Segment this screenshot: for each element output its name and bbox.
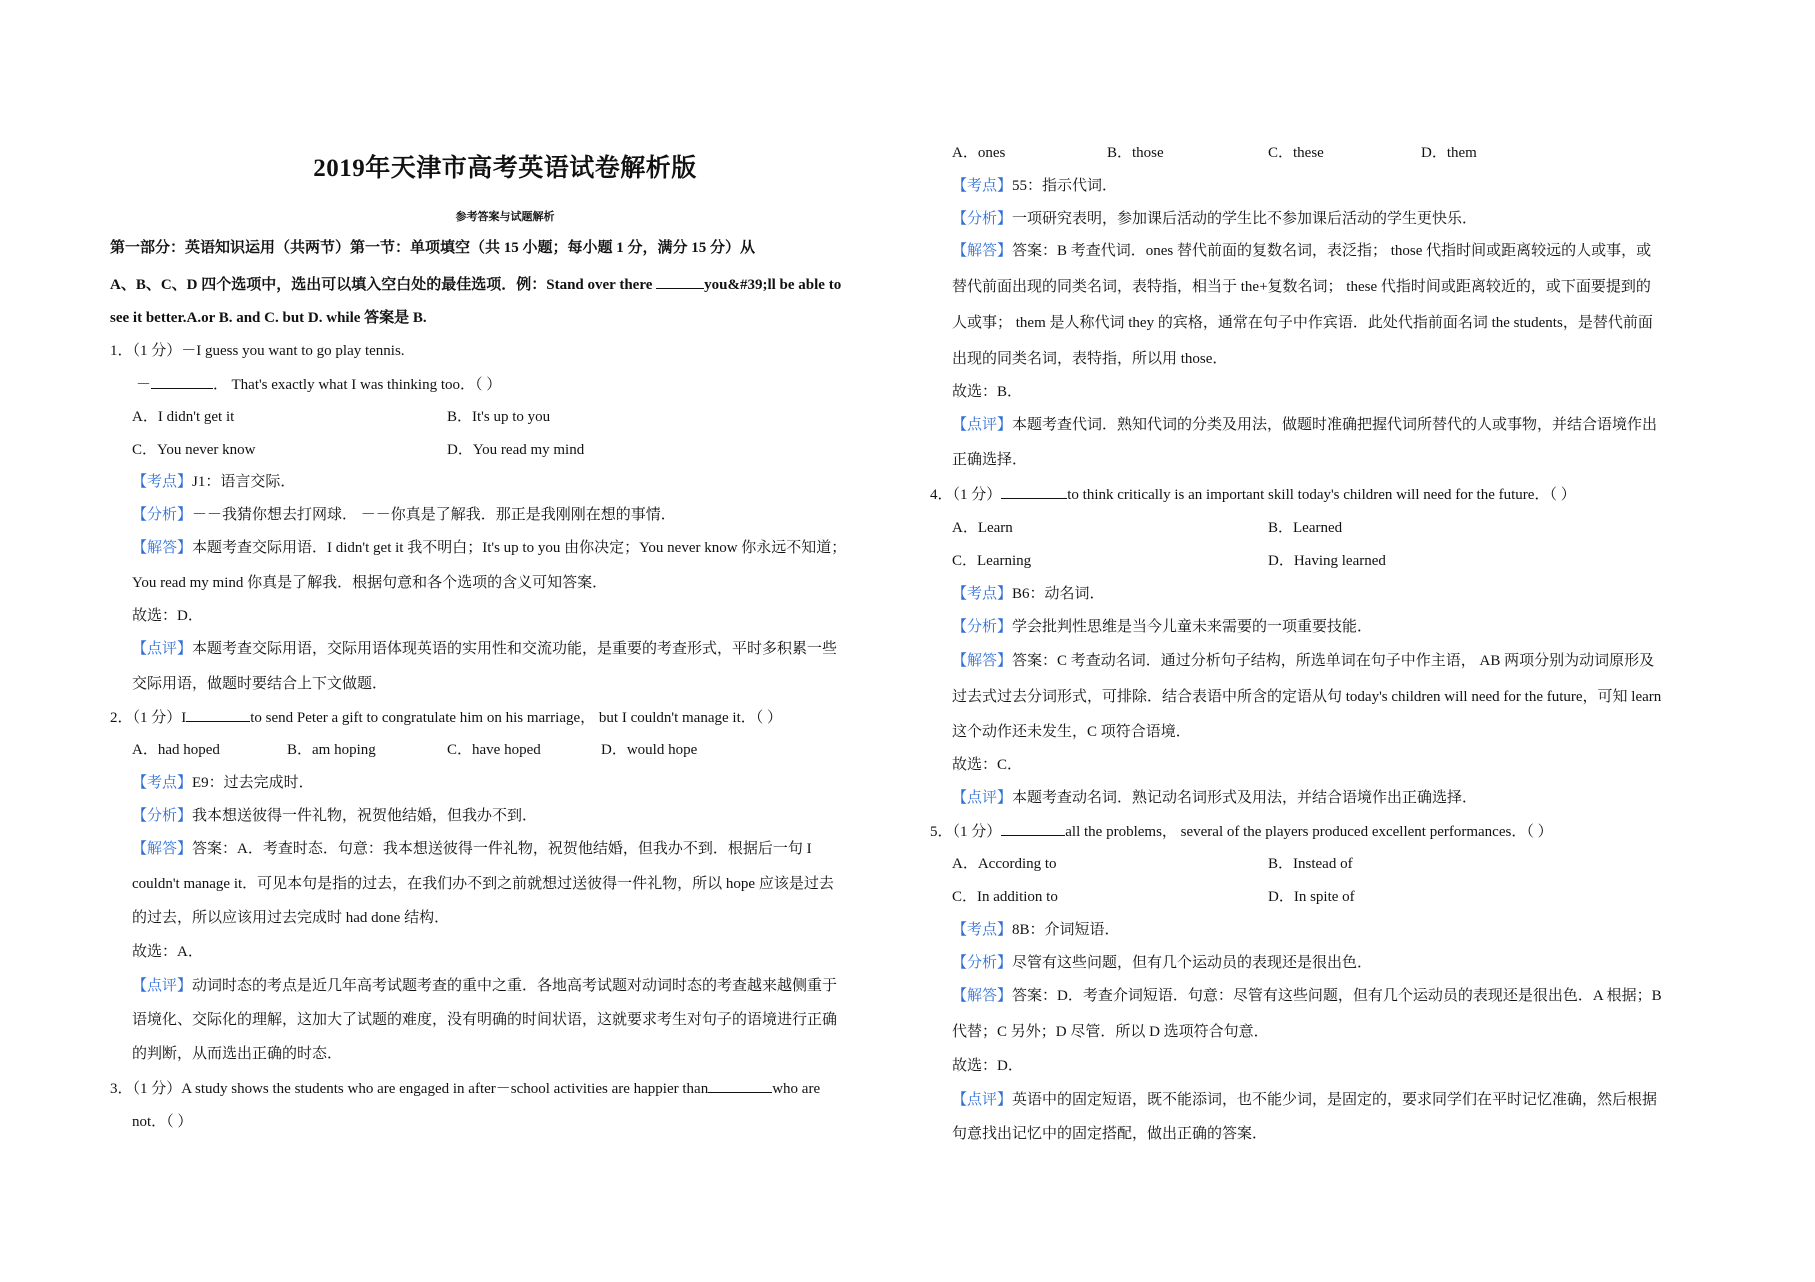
q1-option-b: B．It's up to you: [447, 409, 551, 425]
tag-fenxi: 【分析】: [952, 619, 1013, 635]
q4-option-a: A．Learn: [952, 520, 1013, 536]
q2-jieda-line-3: 的过去，所以应该用过去完成时 had done 结构．: [132, 910, 450, 926]
q3-dianping-text-1: 本题考查代词．熟知代词的分类及用法，做题时准确把握代词所替代的人或事物，并结合语境作出: [1012, 417, 1658, 433]
q3-stem-a: 3．（1 分）A study shows the students who are engaged in after－school activities are happier than: [110, 1081, 709, 1097]
page-subtitle: 参考答案与试题解析: [455, 211, 555, 223]
q3-jieda-line-3: 人或事； them 是人称代词 they 的宾格，通常在句子中作宾语．此处代指前面名词 the students，是替代前面: [952, 315, 1653, 331]
q3-jieda-line-2: 替代前面出现的同类名词，表特指，相当于 the+复数名词； these 代指时间或距离较近的，或下面要提到的: [952, 279, 1651, 295]
q1-stem: 1．（1 分）－I guess you want to go play tennis.: [110, 343, 405, 359]
q3-jieda-text-1: 答案：B 考查代词．ones 替代前面的复数名词，表泛指； those 代指时间或距离较远的人或事，或: [1012, 243, 1652, 259]
q1-fenxi: [132, 505, 676, 525]
q5-stem: [930, 821, 1553, 842]
q5-stem-a: 5．（1 分）: [930, 824, 1002, 840]
q1-stem-2b: ． That's exactly what I was thinking too．（ ）: [213, 377, 502, 393]
q4-option-c: C．Learning: [952, 553, 1032, 569]
q4-option-d: D．Having learned: [1268, 553, 1386, 569]
q3-jieda: [952, 241, 1651, 261]
q2-dianping-text-1: 动词时态的考点是近几年高考试题考查的重中之重．各地高考试题对动词时态的考查越来越侧重于: [192, 978, 838, 994]
q2-stem-a: 2．（1 分）I: [110, 710, 187, 726]
q5-stem-b: all the problems， several of the players produced excellent performances．（ ）: [1065, 824, 1553, 840]
tag-fenxi: 【分析】: [132, 808, 193, 824]
q4-stem-b: to think critically is an important skill today's children will need for the future．（ ）: [1067, 487, 1576, 503]
intro-line-2: [110, 274, 841, 295]
intro-line-3: see it better.A.or B. and C. but D. while 答案是 B.: [110, 310, 427, 326]
q5-option-b: B．Instead of: [1268, 856, 1353, 872]
q4-stem: [930, 484, 1576, 505]
q2-blank: [186, 707, 250, 722]
q4-stem-a: 4．（1 分）: [930, 487, 1002, 503]
tag-kaodian: 【考点】: [132, 775, 193, 791]
q1-kaodian-text: J1：语言交际．: [192, 474, 296, 490]
q4-jieda-text-1: 答案：C 考查动名词．通过分析句子结构，所选单词在句子中作主语， AB 两项分别为动词原形及: [1012, 653, 1655, 669]
tag-fenxi: 【分析】: [952, 211, 1013, 227]
q3-kaodian-text: 55：指示代词．: [1012, 178, 1118, 194]
q1-dianping-line-2: 交际用语，做题时要结合上下文做题．: [132, 676, 388, 692]
q4-fenxi-text: 学会批判性思维是当今儿童未来需要的一项重要技能．: [1012, 619, 1373, 635]
q5-dianping-line-2: 句意找出记忆中的固定搭配，做出正确的答案．: [952, 1126, 1268, 1142]
q2-answer: 故选：A．: [132, 944, 203, 960]
tag-jieda: 【解答】: [952, 988, 1013, 1004]
q3-stem: [110, 1078, 820, 1099]
q1-answer: 故选：D．: [132, 608, 203, 624]
q2-kaodian: [132, 773, 314, 793]
q3-fenxi-text: 一项研究表明，参加课后活动的学生比不参加课后活动的学生更快乐．: [1012, 211, 1478, 227]
q5-answer: 故选：D．: [952, 1058, 1023, 1074]
tag-jieda: 【解答】: [132, 841, 193, 857]
tag-fenxi: 【分析】: [132, 507, 193, 523]
q5-blank: [1001, 821, 1065, 836]
q2-stem: [110, 707, 782, 728]
q3-answer: 故选：B．: [952, 384, 1023, 400]
q5-kaodian: [952, 920, 1120, 940]
q3-kaodian: [952, 176, 1117, 196]
tag-kaodian: 【考点】: [132, 474, 193, 490]
intro-line-2b: you&#39;ll be able to: [704, 277, 842, 293]
q5-dianping: [952, 1090, 1657, 1110]
q1-dianping: [132, 639, 837, 659]
q5-option-d: D．In spite of: [1268, 889, 1355, 905]
q3-blank: [708, 1078, 772, 1093]
tag-jieda: 【解答】: [952, 243, 1013, 259]
q2-option-a: A．had hoped: [132, 742, 220, 758]
tag-dianping: 【点评】: [952, 1092, 1013, 1108]
q2-option-d: D．would hope: [601, 742, 698, 758]
q2-jieda-text-1: 答案：A．考查时态．句意：我本想送彼得一件礼物，祝贺他结婚，但我办不到．根据后一句 I: [192, 841, 812, 857]
q1-option-c: C．You never know: [132, 442, 256, 458]
q1-stem-2a: －: [136, 377, 152, 393]
q5-jieda: [952, 986, 1662, 1006]
q2-fenxi-text: 我本想送彼得一件礼物，祝贺他结婚，但我办不到．: [192, 808, 538, 824]
tag-dianping: 【点评】: [132, 978, 193, 994]
q1-dianping-text-1: 本题考查交际用语，交际用语体现英语的实用性和交流功能，是重要的考查形式，平时多积累一些: [192, 641, 838, 657]
q2-option-c: C．have hoped: [447, 742, 541, 758]
q3-option-c: C．these: [1268, 145, 1324, 161]
q2-jieda: [132, 839, 812, 859]
q4-jieda: [952, 651, 1654, 671]
q1-blank: [151, 374, 213, 389]
q4-dianping-text-1: 本题考查动名词．熟记动名词形式及用法，并结合语境作出正确选择．: [1012, 790, 1478, 806]
q2-kaodian-text: E9：过去完成时．: [192, 775, 314, 791]
q2-dianping-line-2: 语境化、交际化的理解，这加大了试题的难度，没有明确的时间状语，这就要求考生对句子的语境进行正确: [132, 1012, 838, 1028]
q1-jieda-text-1: 本题考查交际用语．I didn't get it 我不明白；It's up to you 由你决定；You never know 你永远不知道；: [192, 540, 847, 556]
q3-option-d: D．them: [1421, 145, 1477, 161]
q4-fenxi: [952, 617, 1372, 637]
q1-fenxi-text: －－我猜你想去打网球． －－你真是了解我．那正是我刚刚在想的事情．: [192, 507, 676, 523]
q5-kaodian-text: 8B：介词短语．: [1012, 922, 1120, 938]
tag-kaodian: 【考点】: [952, 586, 1013, 602]
q3-dianping: [952, 415, 1657, 435]
q2-option-b: B．am hoping: [287, 742, 376, 758]
q3-option-b: B．those: [1107, 145, 1164, 161]
q2-jieda-line-2: couldn't manage it．可见本句是指的过去，在我们办不到之前就想过送彼得一件礼物，所以 hope 应该是过去: [132, 876, 834, 892]
q2-fenxi: [132, 806, 537, 826]
q1-option-a: A．I didn't get it: [132, 409, 235, 425]
q4-answer: 故选：C．: [952, 757, 1023, 773]
tag-dianping: 【点评】: [952, 417, 1013, 433]
q1-kaodian: [132, 472, 295, 492]
q5-option-a: A．According to: [952, 856, 1057, 872]
q4-jieda-line-3: 这个动作还未发生，C 项符合语境．: [952, 724, 1191, 740]
tag-kaodian: 【考点】: [952, 178, 1013, 194]
tag-dianping: 【点评】: [952, 790, 1013, 806]
q5-jieda-text-1: 答案：D．考查介词短语．句意：尽管有这些问题，但有几个运动员的表现还是很出色．A 根据；B: [1012, 988, 1662, 1004]
q2-dianping: [132, 976, 837, 996]
intro-blank: [656, 274, 704, 289]
page-title: 2019年天津市高考英语试卷解析版: [313, 155, 697, 182]
tag-dianping: 【点评】: [132, 641, 193, 657]
q3-dianping-line-2: 正确选择．: [952, 452, 1028, 468]
q3-stem-2: not．（ ）: [132, 1114, 193, 1130]
q4-kaodian-text: B6：动名词．: [1012, 586, 1105, 602]
tag-kaodian: 【考点】: [952, 922, 1013, 938]
q1-jieda: [132, 538, 846, 558]
q5-dianping-text-1: 英语中的固定短语，既不能添词，也不能少词，是固定的，要求同学们在平时记忆准确，然后根据: [1012, 1092, 1658, 1108]
q1-stem-2: [136, 374, 501, 395]
q4-jieda-line-2: 过去式过去分词形式，可排除．结合表语中所含的定语从句 today's children will need for the future，可知 learn: [952, 689, 1662, 705]
q4-blank: [1001, 484, 1067, 499]
q2-dianping-line-3: 的判断，从而选出正确的时态．: [132, 1046, 343, 1062]
q5-fenxi-text: 尽管有这些问题，但有几个运动员的表现还是很出色．: [1012, 955, 1373, 971]
tag-jieda: 【解答】: [952, 653, 1013, 669]
intro-line-1: 第一部分：英语知识运用（共两节）第一节：单项填空（共 15 小题；每小题 1 分，满分 15 分）从: [110, 240, 756, 256]
q2-stem-b: to send Peter a gift to congratulate him on his marriage， but I couldn't manage it．（ ）: [250, 710, 782, 726]
q3-option-a: A．ones: [952, 145, 1006, 161]
q5-option-c: C．In addition to: [952, 889, 1058, 905]
q3-stem-b: who are: [772, 1081, 821, 1097]
q4-dianping: [952, 788, 1477, 808]
tag-jieda: 【解答】: [132, 540, 193, 556]
tag-fenxi: 【分析】: [952, 955, 1013, 971]
q3-fenxi: [952, 209, 1477, 229]
q5-jieda-line-2: 代替；C 另外；D 尽管．所以 D 选项符合句意．: [952, 1024, 1269, 1040]
q4-kaodian: [952, 584, 1105, 604]
q4-option-b: B．Learned: [1268, 520, 1343, 536]
q1-jieda-line-2: You read my mind 你真是了解我．根据句意和各个选项的含义可知答案．: [132, 575, 608, 591]
intro-line-2a: A、B、C、D 四个选项中，选出可以填入空白处的最佳选项．例：Stand over there: [110, 277, 657, 293]
q5-fenxi: [952, 953, 1372, 973]
q1-option-d: D．You read my mind: [447, 442, 585, 458]
q3-jieda-line-4: 出现的同类名词，表特指，所以用 those．: [952, 351, 1228, 367]
